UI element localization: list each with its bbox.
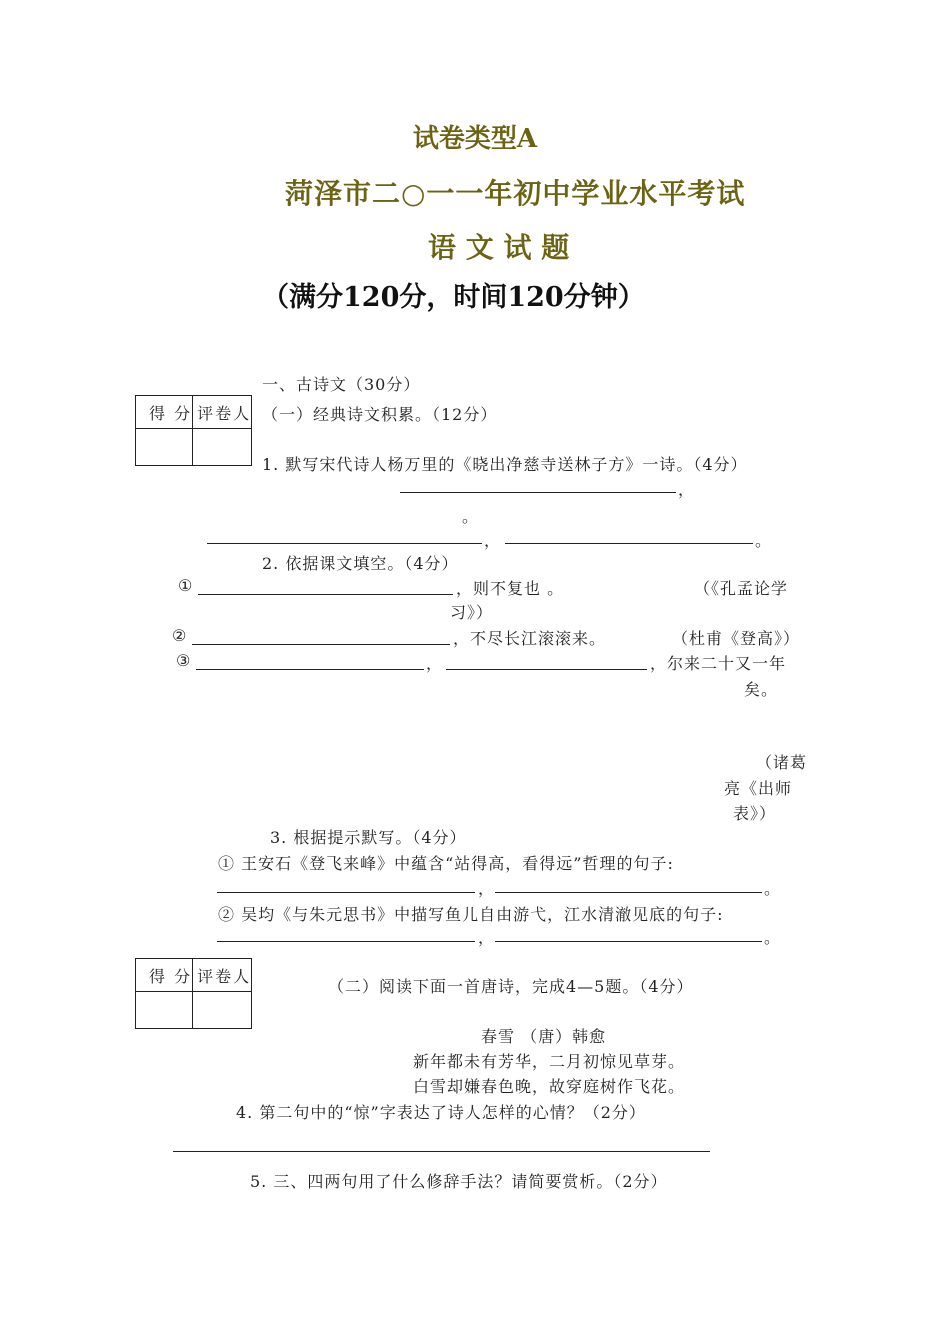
score-box: [135, 395, 252, 466]
score-label-cell: 得 分: [136, 959, 193, 992]
source-note: 习》）: [450, 603, 494, 622]
item-number: ③: [176, 651, 192, 670]
grader-label-cell: 评卷人: [193, 959, 252, 992]
punctuation: ，: [678, 480, 696, 499]
item-number: ②: [172, 626, 188, 645]
item-text: ，不尽长江滚滚来。: [453, 629, 607, 648]
source-note: 表》）: [733, 804, 777, 823]
punctuation: 。: [764, 928, 782, 947]
exam-info: （满分120分，时间120分钟）: [262, 282, 645, 313]
punctuation: 。: [755, 531, 773, 550]
answer-line[interactable]: [217, 941, 475, 942]
item-text: ，尔来二十又一年: [650, 654, 787, 673]
punctuation: ，: [426, 654, 444, 673]
source-note: 亮《出师: [724, 779, 793, 798]
answer-line[interactable]: [196, 669, 424, 670]
item-number: ①: [178, 576, 194, 595]
section-heading: 一、古诗文（30分）: [262, 375, 421, 394]
answer-line[interactable]: [505, 543, 753, 544]
answer-line[interactable]: [198, 594, 453, 595]
punctuation: 。: [462, 507, 480, 526]
question-3-item-2: ② 吴均《与朱元思书》中描写鱼儿自由游弋，江水清澈见底的句子:: [218, 905, 724, 924]
grader-input-cell[interactable]: [193, 992, 252, 1029]
score-box: [135, 958, 252, 1029]
punctuation: ，: [478, 879, 496, 898]
subject-title: 语 文 试 题: [428, 231, 570, 264]
grader-label-cell: 评卷人: [193, 396, 252, 429]
poem-line-2: 白雪却嫌春色晚，故穿庭树作飞花。: [413, 1077, 686, 1096]
part-heading: （一）经典诗文积累。（12分）: [262, 405, 498, 424]
answer-line[interactable]: [495, 941, 762, 942]
grader-input-cell[interactable]: [193, 429, 252, 466]
score-label-cell: 得 分: [136, 396, 193, 429]
question-3-item-1: ① 王安石《登飞来峰》中蕴含“站得高，看得远”哲理的句子:: [218, 854, 674, 873]
question-1: 1. 默写宋代诗人杨万里的《晓出净慈寺送林子方》一诗。（4分）: [262, 455, 748, 474]
answer-line[interactable]: [173, 1151, 710, 1152]
part-2-heading: （二）阅读下面一首唐诗，完成4—5题。（4分）: [328, 977, 694, 996]
question-3: 3. 根据提示默写。（4分）: [270, 828, 467, 847]
question-4: 4. 第二句中的“惊”字表达了诗人怎样的心情？（2分）: [236, 1103, 646, 1122]
answer-line[interactable]: [400, 492, 676, 493]
paper-type: 试卷类型A: [412, 124, 538, 154]
punctuation: 。: [764, 879, 782, 898]
exam-title: 菏泽市二○一一年初中学业水平考试: [285, 177, 746, 210]
score-input-cell[interactable]: [136, 992, 193, 1029]
score-input-cell[interactable]: [136, 429, 193, 466]
answer-line[interactable]: [446, 669, 647, 670]
answer-line[interactable]: [217, 892, 475, 893]
punctuation: ，: [478, 928, 496, 947]
poem-line-1: 新年都未有芳华，二月初惊见草芽。: [413, 1052, 686, 1071]
poem-title: 春雪 （唐）韩愈: [481, 1027, 607, 1046]
answer-line[interactable]: [495, 892, 762, 893]
source-note: （《孔孟论学: [694, 579, 789, 598]
answer-line[interactable]: [207, 543, 482, 544]
source-note: （杜甫《登高》）: [672, 629, 801, 648]
source-note: （诸葛: [756, 753, 808, 772]
question-5: 5. 三、四两句用了什么修辞手法？请简要赏析。（2分）: [250, 1172, 668, 1191]
item-text: 矣。: [744, 680, 779, 699]
item-text: ，则不复也 。: [456, 579, 565, 598]
punctuation: ，: [484, 531, 502, 550]
answer-line[interactable]: [192, 644, 450, 645]
question-2: 2. 依据课文填空。（4分）: [262, 554, 459, 573]
